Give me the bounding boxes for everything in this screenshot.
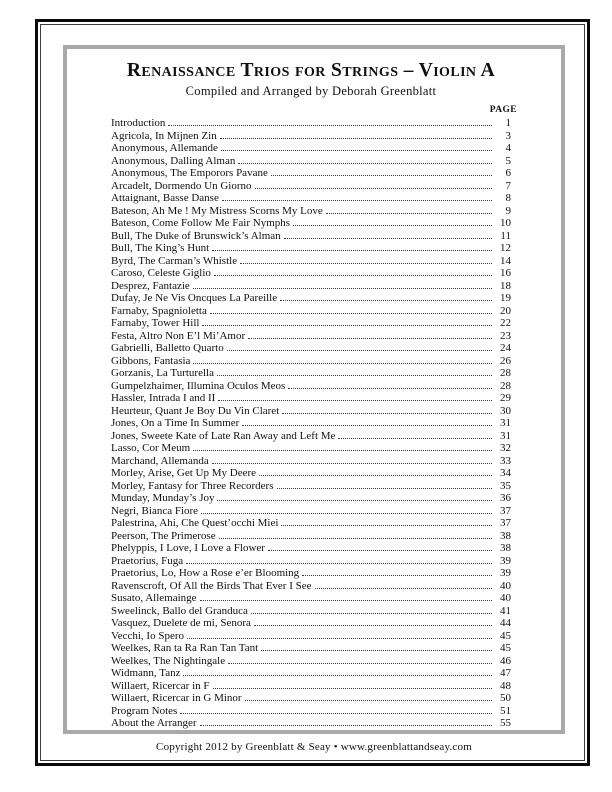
dot-leader <box>214 274 492 276</box>
toc-row <box>111 155 511 168</box>
dot-leader <box>218 399 492 401</box>
dot-leader <box>284 237 492 239</box>
dot-leader <box>220 137 492 139</box>
toc-entry-page-number: 28 <box>500 367 511 379</box>
toc-entry-page-number: 7 <box>505 179 511 192</box>
toc-entry-title: Dufay, Je Ne Vis Oncques La Pareille <box>111 292 278 304</box>
toc-row <box>111 505 511 518</box>
toc-row <box>111 167 511 180</box>
toc-row <box>111 367 511 380</box>
toc-entry-title: Widmann, Tanz <box>111 667 181 679</box>
toc-row <box>111 717 511 730</box>
toc-row <box>111 180 511 193</box>
dot-leader <box>213 687 492 689</box>
toc-entry-page-number: 45 <box>500 629 511 642</box>
toc-row <box>111 130 511 143</box>
toc-entry-page-number: 55 <box>500 717 511 729</box>
toc-row <box>111 680 511 693</box>
dot-leader <box>281 524 492 526</box>
dot-leader <box>302 574 492 576</box>
dot-leader <box>248 337 492 339</box>
inner-border-frame <box>40 24 585 761</box>
toc-entry-page-number: 9 <box>505 204 511 217</box>
toc-entry-page-number: 24 <box>500 342 511 354</box>
toc-entry-title: Gibbons, Fantasia <box>111 354 191 367</box>
toc-entry-page-number: 1 <box>505 117 511 129</box>
toc-entry-page-number: 48 <box>500 679 511 692</box>
toc-entry-title: Sweelinck, Ballo del Granduca <box>111 604 248 617</box>
dot-leader <box>277 487 492 489</box>
toc-entry-title: Bull, The King’s Hunt <box>111 242 210 254</box>
dot-leader <box>338 437 492 439</box>
toc-entry-title: Caroso, Celeste Giglio <box>111 267 211 279</box>
toc-row <box>111 280 511 293</box>
dot-leader <box>186 562 492 564</box>
toc-row <box>111 692 511 705</box>
dot-leader <box>280 299 492 301</box>
dot-leader <box>183 674 492 676</box>
toc-row <box>111 517 511 530</box>
dot-leader <box>288 387 492 389</box>
toc-entry-title: Weelkes, The Nightingale <box>111 654 226 667</box>
toc-entry-page-number: 40 <box>500 579 511 592</box>
toc-entry-page-number: 10 <box>500 217 511 229</box>
dot-leader <box>251 612 492 614</box>
dot-leader <box>227 349 492 351</box>
toc-row <box>111 205 511 218</box>
toc-entry-title: Phelyppis, I Love, I Love a Flower <box>111 542 265 554</box>
toc-row <box>111 267 511 280</box>
dot-leader <box>238 162 492 164</box>
toc-entry-page-number: 22 <box>500 317 511 329</box>
toc-entry-page-number: 44 <box>500 617 511 629</box>
toc-row <box>111 342 511 355</box>
toc-row <box>111 642 511 655</box>
dot-leader <box>217 499 492 501</box>
toc-entry-title: Farnaby, Spagnioletta <box>111 304 207 317</box>
toc-row <box>111 117 511 130</box>
toc-entry-title: Program Notes <box>111 704 178 717</box>
toc-entry-title: Attaignant, Basse Danse <box>111 192 219 204</box>
toc-entry-page-number: 12 <box>500 242 511 254</box>
toc-entry-title: Munday, Munday’s Joy <box>111 492 215 504</box>
toc-row <box>111 392 511 405</box>
toc-entry-page-number: 30 <box>500 404 511 417</box>
toc-row <box>111 530 511 543</box>
dot-leader <box>201 512 492 514</box>
toc-entry-title: Heurteur, Quant Je Boy Du Vin Claret <box>111 404 280 417</box>
toc-entry-title: Willaert, Ricercar in G Minor <box>111 692 242 704</box>
dot-leader <box>193 449 492 451</box>
toc-entry-title: Arcadelt, Dormendo Un Giorno <box>111 179 252 192</box>
toc-entry-page-number: 39 <box>500 554 511 567</box>
toc-entry-page-number: 28 <box>500 379 511 392</box>
toc-row <box>111 230 511 243</box>
content-frame <box>63 45 565 734</box>
toc-entry-title: Morley, Fantasy for Three Recorders <box>111 479 274 492</box>
toc-row <box>111 567 511 580</box>
dot-leader <box>282 412 492 414</box>
dot-leader <box>168 124 492 126</box>
table-of-contents <box>111 117 511 730</box>
toc-entry-page-number: 8 <box>505 192 511 204</box>
toc-row <box>111 330 511 343</box>
toc-entry-page-number: 31 <box>500 417 511 429</box>
toc-entry-title: Vasquez, Duelete de mi, Senora <box>111 617 251 629</box>
toc-row <box>111 630 511 643</box>
toc-entry-page-number: 37 <box>500 517 511 529</box>
toc-entry-title: Anonymous, The Emporors Pavane <box>111 167 268 179</box>
toc-entry-title: Gabrielli, Balletto Quarto <box>111 342 224 354</box>
toc-entry-title: Morley, Arise, Get Up My Deere <box>111 467 256 479</box>
toc-row <box>111 417 511 430</box>
toc-row <box>111 305 511 318</box>
toc-entry-page-number: 51 <box>500 704 511 717</box>
toc-entry-title: Gumpelzhaimer, Illumina Oculos Meos <box>111 379 286 392</box>
toc-row <box>111 242 511 255</box>
page-column-header: PAGE <box>489 105 517 115</box>
toc-entry-title: Anonymous, Dalling Alman <box>111 154 236 167</box>
toc-entry-title: Weelkes, Ran ta Ra Ran Tan Tant <box>111 642 259 654</box>
toc-entry-title: Vecchi, Io Spero <box>111 629 185 642</box>
toc-row <box>111 317 511 330</box>
toc-entry-page-number: 11 <box>500 229 511 242</box>
toc-entry-title: Praetorius, Lo, How a Rose e’er Blooming <box>111 567 300 579</box>
toc-entry-page-number: 32 <box>500 442 511 454</box>
dot-leader <box>254 624 492 626</box>
toc-entry-page-number: 6 <box>505 167 511 179</box>
toc-row <box>111 255 511 268</box>
toc-entry-title: Jones, Sweete Kate of Late Ran Away and Left Me <box>111 429 336 442</box>
toc-entry-page-number: 18 <box>500 279 511 292</box>
toc-entry-page-number: 26 <box>500 354 511 367</box>
toc-entry-title: Palestrina, Ahi, Che Quest’occhi Miei <box>111 517 279 529</box>
toc-entry-page-number: 20 <box>500 304 511 317</box>
toc-row <box>111 192 511 205</box>
toc-entry-page-number: 50 <box>500 692 511 704</box>
toc-entry-title: Bull, The Duke of Brunswick’s Alman <box>111 229 281 242</box>
toc-row <box>111 667 511 680</box>
dot-leader <box>242 424 492 426</box>
toc-row <box>111 430 511 443</box>
toc-entry-page-number: 45 <box>500 642 511 654</box>
toc-row <box>111 580 511 593</box>
dot-leader <box>271 174 492 176</box>
dot-leader <box>240 262 492 264</box>
toc-entry-page-number: 38 <box>500 542 511 554</box>
dot-leader <box>200 599 492 601</box>
toc-entry-title: Negri, Bianca Fiore <box>111 504 199 517</box>
toc-entry-title: Hassler, Intrada I and II <box>111 392 216 404</box>
toc-entry-title: Willaert, Ricercar in F <box>111 679 210 692</box>
dot-leader <box>228 662 492 664</box>
dot-leader <box>210 312 492 314</box>
toc-row <box>111 405 511 418</box>
toc-entry-title: Agricola, In Mijnen Zin <box>111 129 217 142</box>
toc-entry-page-number: 35 <box>500 479 511 492</box>
toc-entry-title: Byrd, The Carman’s Whistle <box>111 254 238 267</box>
toc-row <box>111 380 511 393</box>
toc-entry-page-number: 4 <box>505 142 511 154</box>
dot-leader <box>187 637 492 639</box>
dot-leader <box>245 699 492 701</box>
page-subtitle: Compiled and Arranged by Deborah Greenblatt <box>185 84 437 98</box>
toc-row <box>111 217 511 230</box>
toc-entry-title: Bateson, Come Follow Me Fair Nymphs <box>111 217 291 229</box>
toc-row <box>111 492 511 505</box>
toc-row <box>111 592 511 605</box>
toc-row <box>111 442 511 455</box>
toc-entry-page-number: 39 <box>500 567 511 579</box>
toc-entry-page-number: 33 <box>500 454 511 467</box>
toc-entry-title: About the Arranger <box>111 717 197 729</box>
outer-border-frame <box>35 19 590 766</box>
toc-entry-title: Farnaby, Tower Hill <box>111 317 200 329</box>
toc-entry-title: Bateson, Ah Me ! My Mistress Scorns My Love <box>111 204 323 217</box>
toc-entry-page-number: 23 <box>500 329 511 342</box>
toc-entry-title: Jones, On a Time In Summer <box>111 417 240 429</box>
toc-entry-title: Desprez, Fantazie <box>111 279 190 292</box>
dot-leader <box>219 537 492 539</box>
dot-leader <box>212 462 492 464</box>
dot-leader <box>255 187 492 189</box>
toc-entry-page-number: 34 <box>500 467 511 479</box>
toc-entry-title: Praetorius, Fuga <box>111 554 184 567</box>
toc-entry-page-number: 36 <box>500 492 511 504</box>
dot-leader <box>200 724 492 726</box>
toc-entry-page-number: 37 <box>500 504 511 517</box>
dot-leader <box>293 224 492 226</box>
toc-entry-page-number: 46 <box>500 654 511 667</box>
toc-row <box>111 655 511 668</box>
toc-row <box>111 480 511 493</box>
dot-leader <box>193 287 492 289</box>
toc-entry-page-number: 40 <box>500 592 511 604</box>
toc-entry-title: Peerson, The Primerose <box>111 529 216 542</box>
toc-row <box>111 142 511 155</box>
dot-leader <box>326 212 492 214</box>
dot-leader <box>180 712 492 714</box>
toc-entry-page-number: 16 <box>500 267 511 279</box>
toc-row <box>111 605 511 618</box>
toc-entry-title: Lasso, Cor Meum <box>111 442 191 454</box>
dot-leader <box>261 649 492 651</box>
toc-entry-title: Festa, Altro Non E’l Mi’Amor <box>111 329 246 342</box>
toc-row <box>111 705 511 718</box>
toc-entry-page-number: 47 <box>500 667 511 679</box>
dot-leader <box>221 149 492 151</box>
toc-row <box>111 555 511 568</box>
page-title: Renaissance Trios for Strings – Violin A <box>126 60 496 81</box>
dot-leader <box>217 374 492 376</box>
toc-row <box>111 455 511 468</box>
dot-leader <box>193 362 492 364</box>
toc-entry-page-number: 5 <box>505 154 511 167</box>
toc-entry-page-number: 14 <box>500 254 511 267</box>
toc-row <box>111 467 511 480</box>
toc-entry-page-number: 31 <box>500 429 511 442</box>
copyright-footer: Copyright 2012 by Greenblatt & Seay • www.greenblattandseay.com <box>156 741 472 754</box>
toc-entry-title: Marchand, Allemanda <box>111 454 209 467</box>
toc-entry-title: Gorzanis, La Turturella <box>111 367 214 379</box>
toc-entry-title: Ravenscroft, Of All the Birds That Ever I See <box>111 579 312 592</box>
toc-entry-page-number: 3 <box>505 129 511 142</box>
dot-leader <box>268 549 492 551</box>
toc-row <box>111 617 511 630</box>
toc-row <box>111 542 511 555</box>
toc-entry-page-number: 29 <box>500 392 511 404</box>
toc-entry-page-number: 41 <box>500 604 511 617</box>
dot-leader <box>222 199 492 201</box>
toc-entry-page-number: 19 <box>500 292 511 304</box>
dot-leader <box>202 324 492 326</box>
toc-entry-title: Anonymous, Allemande <box>111 142 218 154</box>
dot-leader <box>212 249 492 251</box>
toc-entry-page-number: 38 <box>500 529 511 542</box>
toc-entry-title: Introduction <box>111 117 166 129</box>
toc-entry-title: Susato, Allemainge <box>111 592 197 604</box>
toc-row <box>111 292 511 305</box>
dot-leader <box>259 474 492 476</box>
dot-leader <box>315 587 493 589</box>
toc-row <box>111 355 511 368</box>
